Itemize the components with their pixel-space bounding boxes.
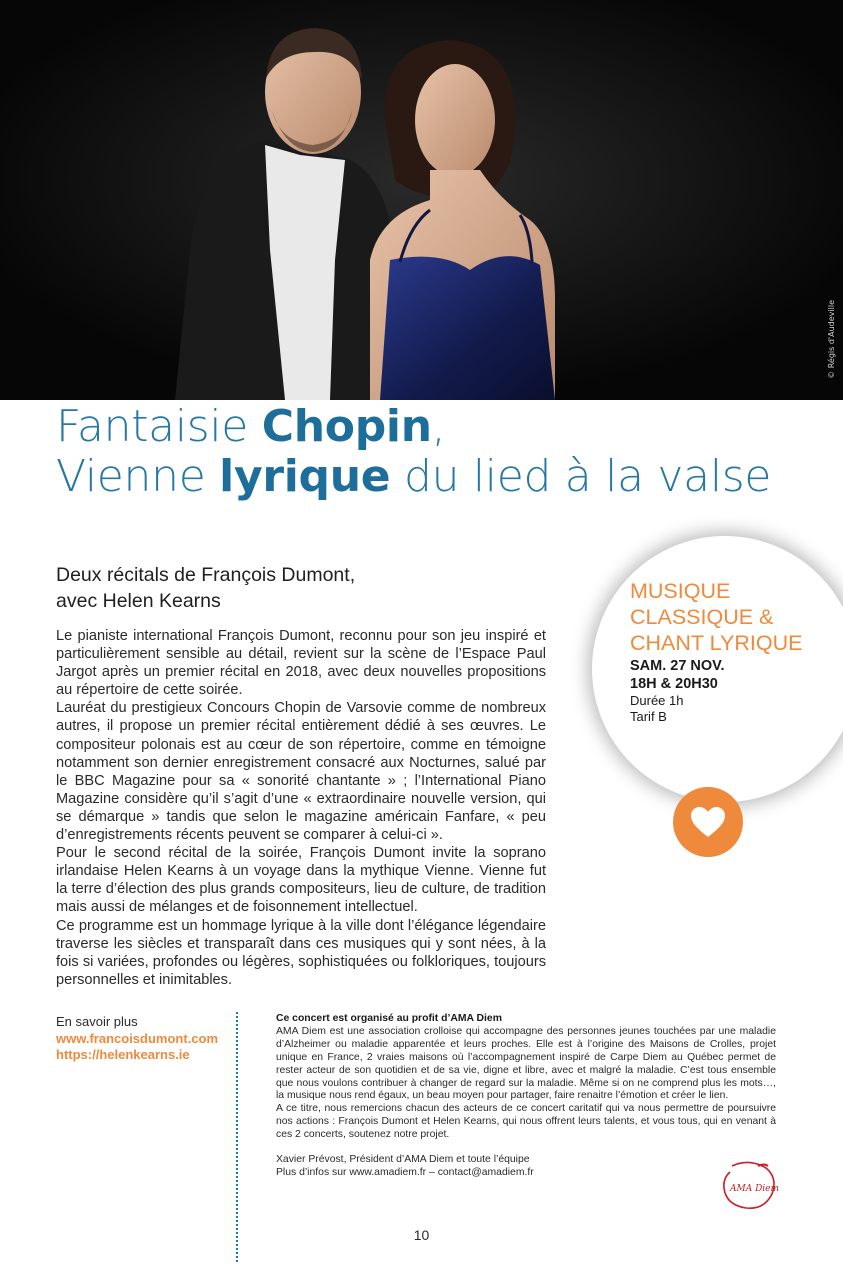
page-number: 10 <box>413 1227 430 1243</box>
hero-photo <box>0 0 843 400</box>
subtitle-line-1: Deux récitals de François Dumont, <box>56 564 356 586</box>
event-date <box>630 658 830 693</box>
subtitle-line-2: avec Helen Kearns <box>56 590 221 612</box>
title-line-1: Fantaisie Chopin, <box>56 401 446 452</box>
title-line-2: Vienne lyrique du lied à la valse <box>56 451 772 502</box>
event-times: 18H & 20H30 <box>630 675 718 692</box>
ama-diem-logo <box>718 1160 780 1212</box>
event-genre-line: MUSIQUE <box>630 579 731 603</box>
link-helenkearns[interactable]: https://helenkearns.ie <box>56 1047 190 1062</box>
event-genre <box>630 578 830 656</box>
page-title <box>56 402 836 502</box>
photo-credit: © Régis d'Audeville <box>827 300 836 379</box>
heart-icon <box>690 806 726 838</box>
dotted-divider <box>236 1012 238 1262</box>
svg-text:AMA Diem: AMA Diem <box>730 1184 780 1194</box>
ama-diem-section <box>276 1013 776 1180</box>
ama-diem-logo-icon <box>718 1160 780 1212</box>
more-info-links <box>56 1014 236 1064</box>
body-paragraph: Lauréat du prestigieux Concours Chopin de Varsovie comme de nombreux autres, il propose un premier récital entièrement dédié à ses œuvres. Le compositeur polonais est au cœur de son répertoire, comme en témoigne notamment son dernier enregistrement consacré aux Nocturnes, salué par le BBC Magazine pour sa « sonorité chantante » ; l’International Piano Magazine considère qu’il s’agit d’une « extraordinaire nouvelle version, qui se démarque » tandis que selon le magazine américain Fanfare, « peu d’enregistrements récents peuvent se comparer à celui-ci ». <box>56 700 546 844</box>
event-date-day: SAM. 27 NOV. <box>630 658 725 674</box>
event-genre-line: CHANT LYRIQUE <box>630 631 803 655</box>
article-body <box>56 627 546 989</box>
event-tarif: Tarif B <box>630 709 667 724</box>
ama-contact: Plus d’infos sur www.amadiem.fr – contact@amadiem.fr <box>276 1166 534 1178</box>
link-francoisdumont[interactable]: www.francoisdumont.com <box>56 1030 219 1046</box>
heart-badge <box>673 787 743 857</box>
ama-paragraph: A ce titre, nous remercions chacun des acteurs de ce concert caritatif qui va nous permettre de poursuivre nos actions : François Dumont et Helen Kearns, qui nous offrent leurs talents, et vous tous, qui en venant à ces 2 concerts, soutenez notre projet. <box>276 1103 776 1141</box>
event-info <box>630 578 830 725</box>
body-paragraph: Le pianiste international François Dumont, reconnu pour son jeu inspiré et particulièrement sensible au détail, revient sur la scène de l’Espace Paul Jargot après un premier récital en 2018, avec deux nouvelles propositions au répertoire de cette soirée. <box>56 628 546 699</box>
ama-signature: Xavier Prévost, Président d’AMA Diem et toute l’équipe <box>276 1154 530 1166</box>
subtitle <box>56 562 536 614</box>
event-duration: Durée 1h <box>630 693 684 708</box>
more-info-label: En savoir plus <box>56 1014 138 1029</box>
performers-photo-illustration <box>0 0 843 400</box>
ama-title: Ce concert est organisé au profit d’AMA Diem <box>276 1013 502 1024</box>
body-paragraph: Ce programme est un hommage lyrique à la ville dont l’élégance légendaire traverse les siècles et transparaît dans ces musiques qui y sont nées, à la fois si variées, profondes ou légères, sophistiquées ou folkloriques, toujours personnelles et inimitables. <box>56 917 546 988</box>
ama-paragraph: AMA Diem est une association crolloise qui accompagne des personnes jeunes touchées par une maladie d’Alzheimer ou maladie apparentée et leurs proches. Elle est à l’origine des Maisons de Crolles, projet unique en France, 2 vraies maisons où l’accompagnement inspiré de Carpe Diem au Québec permet de rester acteur de son quotidien et de sa vie, digne et libre, avec et malgré la maladie. C’est tous ensemble que nous voulons contribuer à changer de regard sur la maladie. Même si on ne comprend plus les mots…, la musique nous rend égaux, un beau moyen pour partager, faire renaitre l’émotion et créer le lien. <box>276 1025 776 1102</box>
event-genre-line: CLASSIQUE & <box>630 605 774 629</box>
body-paragraph: Pour le second récital de la soirée, François Dumont invite la soprano irlandaise Helen Kearns à un voyage dans la mythique Vienne. Vienne fut la terre d’élection des plus grands compositeurs, lieu de culture, de tradition mais aussi de mélanges et de foisonnement intellectuel. <box>56 845 546 916</box>
